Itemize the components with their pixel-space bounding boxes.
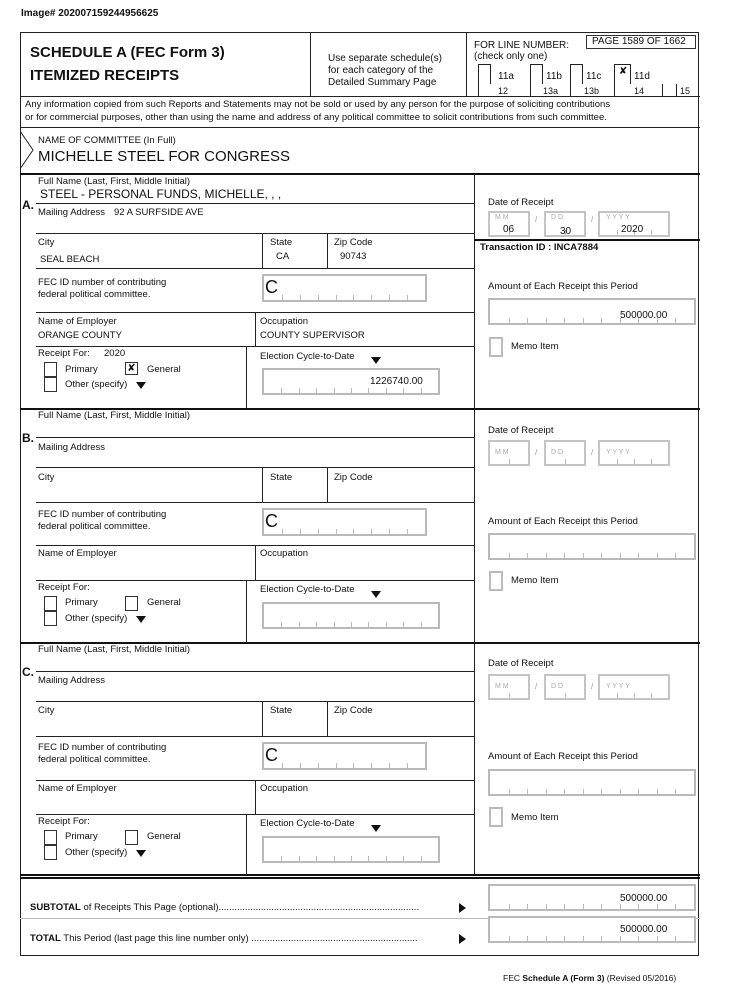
field-tick [299, 388, 300, 393]
entry-b-primary-checkbox[interactable] [44, 596, 57, 611]
entry-b-other-dropdown-icon[interactable] [136, 616, 146, 623]
entry-b-primary-label: Primary [65, 597, 98, 608]
entry-a-dd-hint: D D [551, 214, 564, 221]
entry-b-cycle-arrow-icon [371, 591, 381, 598]
entry-a-fec-c: C [265, 277, 278, 297]
field-tick [403, 388, 404, 393]
entry-c-cycle-arrow-icon [371, 825, 381, 832]
entry-b-memo-label: Memo Item [511, 575, 559, 586]
form-identifier [503, 974, 676, 984]
entry-c-primary-label: Primary [65, 831, 98, 842]
field-tick [300, 295, 301, 300]
field-tick [546, 789, 547, 794]
entry-a-date-slash-2: / [591, 215, 594, 224]
entry-c-address-label: Mailing Address [38, 675, 106, 686]
separate-schedule-note-2: for each category of the [328, 65, 434, 76]
field-tick [675, 318, 676, 323]
field-tick [368, 622, 369, 627]
line-11b[interactable]: 11b [546, 71, 562, 82]
field-tick [334, 622, 335, 627]
entry-a-city-label: City [38, 237, 55, 248]
field-tick [403, 856, 404, 861]
entry-b-date-label: Date of Receipt [488, 425, 554, 436]
entry-c-receipt-for-label: Receipt For: [38, 816, 90, 827]
field-tick [638, 936, 639, 941]
field-tick [407, 295, 408, 300]
field-tick [620, 936, 621, 941]
line-11d[interactable]: 11d [634, 71, 650, 82]
field-tick [657, 553, 658, 558]
field-tick [651, 459, 652, 464]
entry-b-mm-hint: M M [495, 449, 509, 456]
entry-b-dd-hint: D D [551, 449, 564, 456]
field-tick [300, 763, 301, 768]
entry-b-city-label: City [38, 472, 55, 483]
entry-a-fec-id-field[interactable] [262, 274, 427, 302]
field-tick [564, 318, 565, 323]
entry-a-mm-hint: M M [495, 214, 509, 221]
entry-c-primary-checkbox[interactable] [44, 830, 57, 845]
entry-a-memo-label: Memo Item [511, 341, 559, 352]
field-tick [318, 763, 319, 768]
entry-c-fec-c: C [265, 745, 278, 765]
field-tick [281, 856, 282, 861]
entry-a-date-yyyy-value: 2020 [621, 224, 644, 235]
field-tick [509, 459, 510, 464]
field-tick [386, 388, 387, 393]
field-tick [657, 936, 658, 941]
entry-c-fec-label-1: FEC ID number of contributing [38, 742, 167, 753]
field-tick [509, 693, 510, 698]
entry-a-transaction-id: Transaction ID : INCA7884 [480, 242, 599, 253]
field-tick [407, 529, 408, 534]
entry-a-cycle-value: 1226740.00 [370, 376, 423, 387]
field-tick [564, 904, 565, 909]
entry-a-other-checkbox[interactable] [44, 377, 57, 392]
field-tick [601, 936, 602, 941]
field-tick [675, 904, 676, 909]
entry-a-name-label: Full Name (Last, First, Middle Initial) [38, 176, 191, 187]
image-id: Image# 202007159244956625 [21, 8, 159, 19]
field-tick [371, 763, 372, 768]
field-tick [371, 529, 372, 534]
field-tick [546, 904, 547, 909]
line-11d-check[interactable]: ✘ [619, 66, 628, 77]
line-13b[interactable]: 13b [584, 86, 600, 96]
committee-bracket [20, 127, 34, 173]
entry-b-memo-checkbox[interactable] [489, 571, 503, 591]
entry-c-general-checkbox[interactable] [125, 830, 138, 845]
field-tick [371, 295, 372, 300]
field-tick [527, 553, 528, 558]
entry-a-letter: A. [22, 198, 34, 212]
field-tick [316, 856, 317, 861]
entry-c-other-label: Other (specify) [65, 847, 128, 858]
entry-c-zip-label: Zip Code [334, 705, 373, 716]
separate-schedule-note-1: Use separate schedule(s) [328, 53, 442, 64]
entry-b-zip-label: Zip Code [334, 472, 373, 483]
field-tick [527, 904, 528, 909]
entry-a-other-dropdown-icon[interactable] [136, 382, 146, 389]
entry-c-other-dropdown-icon[interactable] [136, 850, 146, 857]
entry-c-date-slash-1: / [535, 682, 538, 691]
field-tick [336, 763, 337, 768]
entry-c-date-label: Date of Receipt [488, 658, 554, 669]
disclaimer-line-1: Any information copied from such Reports and Statements may not be sold or used by any person for the purpose of soliciting contributions [25, 99, 611, 110]
field-tick [509, 553, 510, 558]
entry-c-name-label: Full Name (Last, First, Middle Initial) [38, 644, 191, 655]
field-tick [601, 904, 602, 909]
entry-a-memo-checkbox[interactable] [489, 337, 503, 357]
field-tick [282, 529, 283, 534]
field-tick [318, 529, 319, 534]
entry-b-date-slash-1: / [535, 448, 538, 457]
entry-a-state-label: State [270, 237, 293, 248]
field-tick [601, 789, 602, 794]
field-tick [300, 529, 301, 534]
entry-c-cycle-field[interactable] [262, 836, 440, 863]
total-rest: This Period (last page this line number only) ............................................................... [60, 933, 418, 944]
field-tick [675, 936, 676, 941]
field-tick [617, 693, 618, 698]
entry-b-amount-field[interactable] [488, 533, 696, 560]
entry-a-other-label: Other (specify) [65, 379, 128, 390]
field-tick [299, 856, 300, 861]
field-tick [316, 622, 317, 627]
entry-a-fec-label-2: federal political committee. [38, 289, 151, 300]
entry-a-cycle-label: Election Cycle-to-Date [260, 351, 355, 362]
field-tick [564, 789, 565, 794]
entry-b-general-label: General [147, 597, 181, 608]
entry-b-fec-label-2: federal political committee. [38, 521, 151, 532]
entry-a-date-label: Date of Receipt [488, 197, 554, 208]
line-12[interactable]: 12 [498, 86, 509, 96]
entry-a-yy-hint: Y Y Y Y [606, 214, 630, 221]
line-13a[interactable]: 13a [543, 86, 559, 96]
field-tick [336, 529, 337, 534]
field-tick [634, 459, 635, 464]
field-tick [651, 693, 652, 698]
committee-label: NAME OF COMMITTEE (In Full) [38, 135, 176, 146]
entry-c-state-label: State [270, 705, 293, 716]
form-id-prefix: FEC [503, 973, 523, 983]
total-value: 500000.00 [620, 924, 668, 935]
entry-c-cycle-label: Election Cycle-to-Date [260, 818, 355, 829]
field-tick [351, 388, 352, 393]
field-tick [386, 622, 387, 627]
form-frame [20, 32, 699, 956]
field-tick [334, 388, 335, 393]
field-tick [565, 459, 566, 464]
field-tick [565, 693, 566, 698]
entry-b-occupation-label: Occupation [260, 548, 309, 559]
entry-c-letter: C. [22, 665, 34, 679]
line-14[interactable]: 14 [634, 86, 645, 96]
field-tick [351, 622, 352, 627]
field-tick [638, 553, 639, 558]
field-tick [353, 763, 354, 768]
entry-a-fec-label-1: FEC ID number of contributing [38, 277, 167, 288]
entry-b-letter: B. [22, 431, 34, 445]
entry-c-yy-hint: Y Y Y Y [606, 683, 630, 690]
field-tick [421, 388, 422, 393]
field-tick [617, 230, 618, 235]
field-tick [583, 936, 584, 941]
committee-name: MICHELLE STEEL FOR CONGRESS [38, 148, 290, 165]
field-tick [282, 295, 283, 300]
line-11a[interactable]: 11a [498, 71, 514, 82]
form-title: SCHEDULE A (FEC Form 3) [30, 44, 225, 61]
entry-a-occupation-label: Occupation [260, 316, 309, 327]
line-15[interactable]: 15 [680, 86, 691, 96]
entry-a-address: 92 A SURFSIDE AVE [114, 207, 204, 218]
entry-c-fec-id-field[interactable] [262, 742, 427, 770]
entry-b-amount-label: Amount of Each Receipt this Period [488, 516, 638, 527]
field-tick [583, 553, 584, 558]
field-tick [617, 459, 618, 464]
form-id-suffix: (Revised 05/2016) [604, 973, 677, 983]
entry-c-dd-hint: D D [551, 683, 564, 690]
entry-b-yy-hint: Y Y Y Y [606, 449, 630, 456]
field-tick [421, 856, 422, 861]
field-tick [407, 763, 408, 768]
field-tick [675, 553, 676, 558]
field-tick [299, 622, 300, 627]
entry-c-fec-label-2: federal political committee. [38, 754, 151, 765]
field-tick [389, 295, 390, 300]
field-tick [675, 789, 676, 794]
entry-c-general-label: General [147, 831, 181, 842]
entry-c-amount-field[interactable] [488, 769, 696, 796]
entry-b-other-label: Other (specify) [65, 613, 128, 624]
entry-c-other-checkbox[interactable] [44, 845, 57, 860]
field-tick [620, 904, 621, 909]
field-tick [386, 856, 387, 861]
entry-b-general-checkbox[interactable] [125, 596, 138, 611]
field-tick [282, 763, 283, 768]
field-tick [509, 936, 510, 941]
field-tick [546, 553, 547, 558]
entry-a-primary-label: Primary [65, 364, 98, 375]
field-tick [638, 789, 639, 794]
entry-a-receipt-year: 2020 [104, 348, 126, 359]
entry-b-receipt-for-label: Receipt For: [38, 582, 90, 593]
field-tick [281, 622, 282, 627]
entry-c-mm-hint: M M [495, 683, 509, 690]
check-only-one: (check only one) [474, 51, 548, 62]
entry-a-date-mm-value: 06 [503, 224, 515, 235]
field-tick [334, 856, 335, 861]
entry-b-fec-id-field[interactable] [262, 508, 427, 536]
entry-a-city: SEAL BEACH [40, 254, 100, 265]
entry-a-state: CA [276, 251, 290, 262]
field-tick [583, 318, 584, 323]
entry-a-zip: 90743 [340, 251, 367, 262]
field-tick [509, 318, 510, 323]
field-tick [281, 388, 282, 393]
total-bold: TOTAL [30, 933, 61, 944]
entry-a-employer-label: Name of Employer [38, 316, 117, 327]
field-tick [638, 904, 639, 909]
field-tick [634, 693, 635, 698]
field-tick [368, 856, 369, 861]
disclaimer-line-2: or for commercial purposes, other than using the name and address of any political committee to solicit contributions from such committee. [25, 112, 607, 123]
field-tick [657, 789, 658, 794]
field-tick [316, 388, 317, 393]
entry-b-address-label: Mailing Address [38, 442, 106, 453]
field-tick [546, 318, 547, 323]
entry-c-employer-label: Name of Employer [38, 783, 117, 794]
field-tick [353, 529, 354, 534]
entry-c-amount-label: Amount of Each Receipt this Period [488, 751, 638, 762]
page-number: PAGE 1589 OF 1662 [592, 36, 686, 47]
entry-a-amount-label: Amount of Each Receipt this Period [488, 281, 638, 292]
field-tick [651, 230, 652, 235]
entry-c-memo-checkbox[interactable] [489, 807, 503, 827]
for-line-number-label: FOR LINE NUMBER: [474, 40, 570, 51]
entry-a-zip-label: Zip Code [334, 237, 373, 248]
field-tick [353, 295, 354, 300]
entry-a-date-dd-value: 30 [560, 226, 572, 237]
total-label [30, 934, 418, 945]
field-tick [336, 295, 337, 300]
field-tick [546, 936, 547, 941]
entry-b-state-label: State [270, 472, 293, 483]
subtotal-arrow-icon [459, 903, 466, 913]
separate-schedule-note-3: Detailed Summary Page [328, 77, 437, 88]
entry-c-date-slash-2: / [591, 682, 594, 691]
entry-b-date-slash-2: / [591, 448, 594, 457]
entry-c-occupation-label: Occupation [260, 783, 309, 794]
field-tick [527, 318, 528, 323]
entry-a-date-slash-1: / [535, 215, 538, 224]
field-tick [564, 553, 565, 558]
entry-a-receipt-for-label: Receipt For: [38, 348, 90, 359]
field-tick [509, 904, 510, 909]
field-tick [389, 529, 390, 534]
field-tick [351, 856, 352, 861]
field-tick [620, 553, 621, 558]
entry-c-city-label: City [38, 705, 55, 716]
subtotal-value: 500000.00 [620, 893, 668, 904]
subtotal-label [30, 903, 419, 914]
entry-a-employer: ORANGE COUNTY [38, 330, 122, 341]
field-tick [509, 789, 510, 794]
field-tick [318, 295, 319, 300]
entry-a-general-checkbox[interactable]: ✘ [125, 362, 138, 375]
entry-a-general-label: General [147, 364, 181, 375]
entry-b-name-label: Full Name (Last, First, Middle Initial) [38, 410, 191, 421]
field-tick [657, 904, 658, 909]
entry-a-address-label: Mailing Address [38, 207, 106, 218]
entry-b-employer-label: Name of Employer [38, 548, 117, 559]
entry-a-cycle-arrow-icon [371, 357, 381, 364]
field-tick [564, 936, 565, 941]
entry-b-cycle-label: Election Cycle-to-Date [260, 584, 355, 595]
field-tick [601, 318, 602, 323]
field-tick [583, 789, 584, 794]
entry-a-primary-checkbox[interactable] [44, 362, 57, 377]
entry-b-fec-c: C [265, 511, 278, 531]
field-tick [403, 622, 404, 627]
entry-a-occupation: COUNTY SUPERVISOR [260, 330, 365, 341]
field-tick [527, 936, 528, 941]
form-subtitle: ITEMIZED RECEIPTS [30, 67, 180, 84]
form-id-bold: Schedule A (Form 3) [522, 973, 605, 983]
entry-a-name: STEEL - PERSONAL FUNDS, MICHELLE, , , [40, 187, 282, 201]
entry-b-fec-label-1: FEC ID number of contributing [38, 509, 167, 520]
line-11c[interactable]: 11c [586, 71, 602, 82]
field-tick [421, 622, 422, 627]
field-tick [389, 763, 390, 768]
field-tick [368, 388, 369, 393]
field-tick [620, 789, 621, 794]
subtotal-rest: of Receipts This Page (optional)............................................................................ [80, 902, 420, 913]
entry-b-other-checkbox[interactable] [44, 611, 57, 626]
entry-c-memo-label: Memo Item [511, 812, 559, 823]
field-tick [583, 904, 584, 909]
total-arrow-icon [459, 934, 466, 944]
entry-a-amount-value: 500000.00 [620, 310, 668, 321]
entry-b-cycle-field[interactable] [262, 602, 440, 629]
subtotal-bold: SUBTOTAL [30, 902, 81, 913]
field-tick [601, 553, 602, 558]
field-tick [527, 789, 528, 794]
